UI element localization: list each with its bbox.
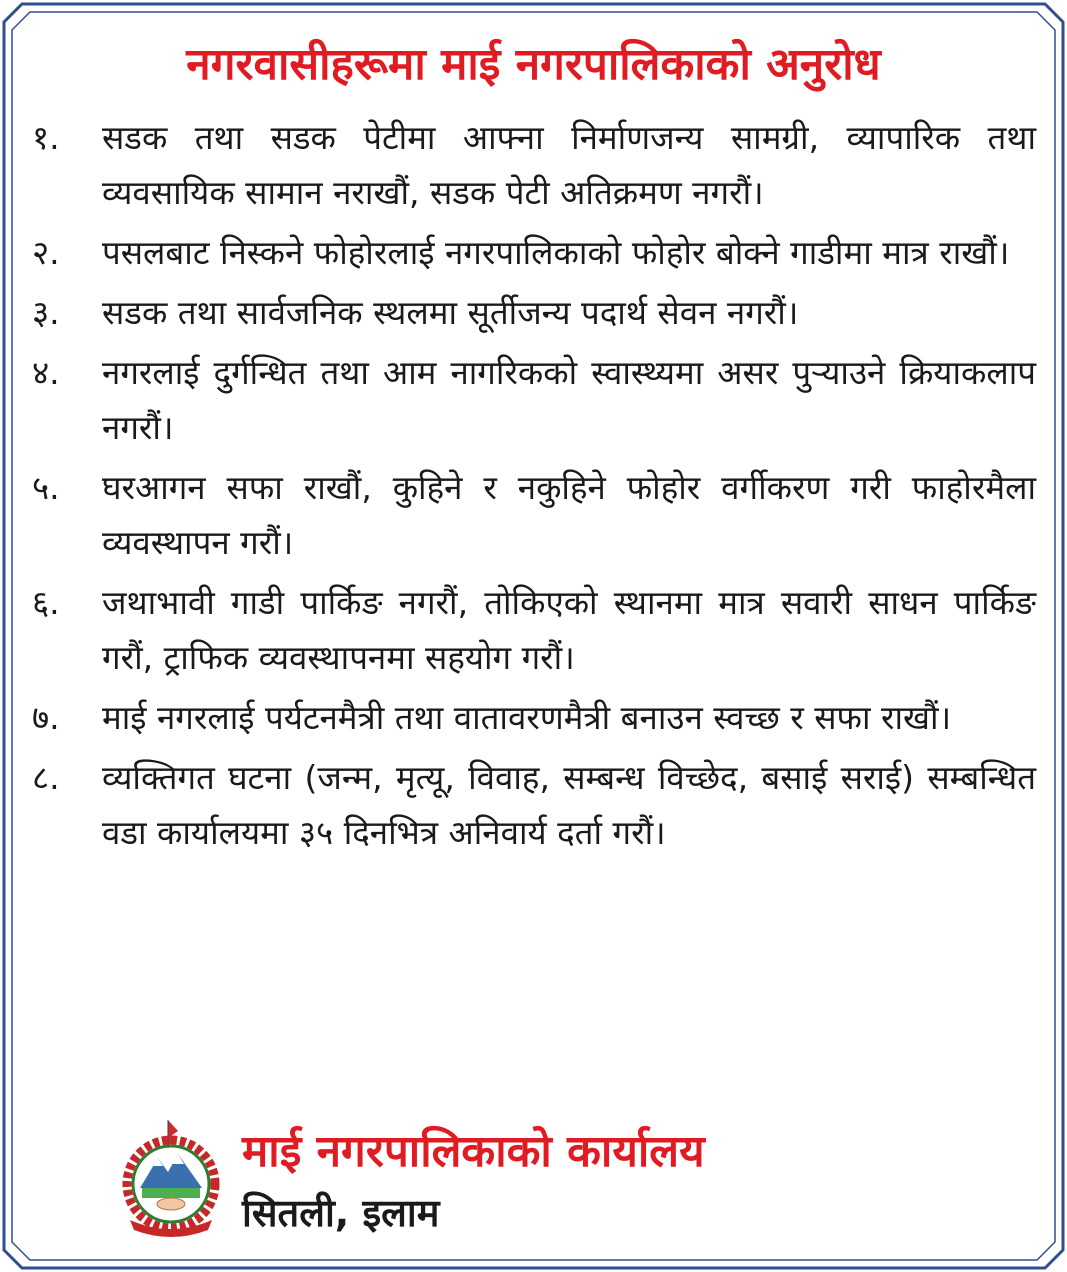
item-text: व्यक्तिगत घटना (जन्म, मृत्यू, विवाह, सम्बन्ध विच्छेद, बसाई सराई) सम्बन्धित वडा कार्यालयमा ३५ दिनभित्र अनिवार्य दर्ता गरौं। <box>102 758 1036 852</box>
item-number: ७. <box>32 698 60 737</box>
item-text: नगरलाई दुर्गन्धित तथा आम नागरिकको स्वास्थ्यमा असर पुऱ्याउने क्रियाकलाप नगरौं। <box>102 353 1036 447</box>
list-item <box>32 575 1036 685</box>
item-number: ४. <box>32 353 60 392</box>
item-text: पसलबाट निस्कने फोहोरलाई नगरपालिकाको फोहोर बोक्ने गाडीमा मात्र राखौं। <box>102 233 1010 272</box>
item-number: १. <box>32 118 60 157</box>
item-text: जथाभावी गाडी पार्किङ नगरौं, तोकिएको स्थानमा मात्र सवारी साधन पार्किङ गरौं, ट्राफिक व्यवस्थापनमा सहयोग गरौं। <box>102 583 1036 677</box>
list-item <box>32 285 1036 340</box>
item-text: सडक तथा सार्वजनिक स्थलमा सूर्तीजन्य पदार्थ सेवन नगरौं। <box>102 293 799 332</box>
list-item <box>32 225 1036 280</box>
item-number: ५. <box>32 468 60 507</box>
office-location: सितली, इलाम <box>242 1191 440 1235</box>
item-text: सडक तथा सडक पेटीमा आफ्ना निर्माणजन्य सामग्री, व्यापारिक तथा व्यवसायिक सामान नराखौं, सडक पेटी अतिक्रमण नगरौं। <box>102 118 1036 212</box>
item-number: ३. <box>32 293 60 332</box>
nepal-government-emblem-icon <box>116 1118 226 1238</box>
item-number: ८. <box>32 758 60 797</box>
list-item <box>32 110 1036 220</box>
office-footer <box>116 1118 1016 1248</box>
notice-heading: नगरवासीहरूमा माई नगरपालिकाको अनुरोध <box>186 39 881 90</box>
list-item <box>32 460 1036 570</box>
list-item <box>32 690 1036 745</box>
item-text: घरआगन सफा राखौं, कुहिने र नकुहिने फोहोर वर्गीकरण गरी फाहोरमैला व्यवस्थापन गरौं। <box>102 468 1036 562</box>
request-list <box>32 110 1036 865</box>
list-item <box>32 345 1036 455</box>
list-item <box>32 750 1036 860</box>
item-number: ६. <box>32 583 60 622</box>
office-name: माई नगरपालिकाको कार्यालय <box>242 1126 705 1177</box>
item-number: २. <box>32 233 60 272</box>
item-text: माई नगरलाई पर्यटनमैत्री तथा वातावरणमैत्री बनाउन स्वच्छ र सफा राखौं। <box>102 698 952 737</box>
